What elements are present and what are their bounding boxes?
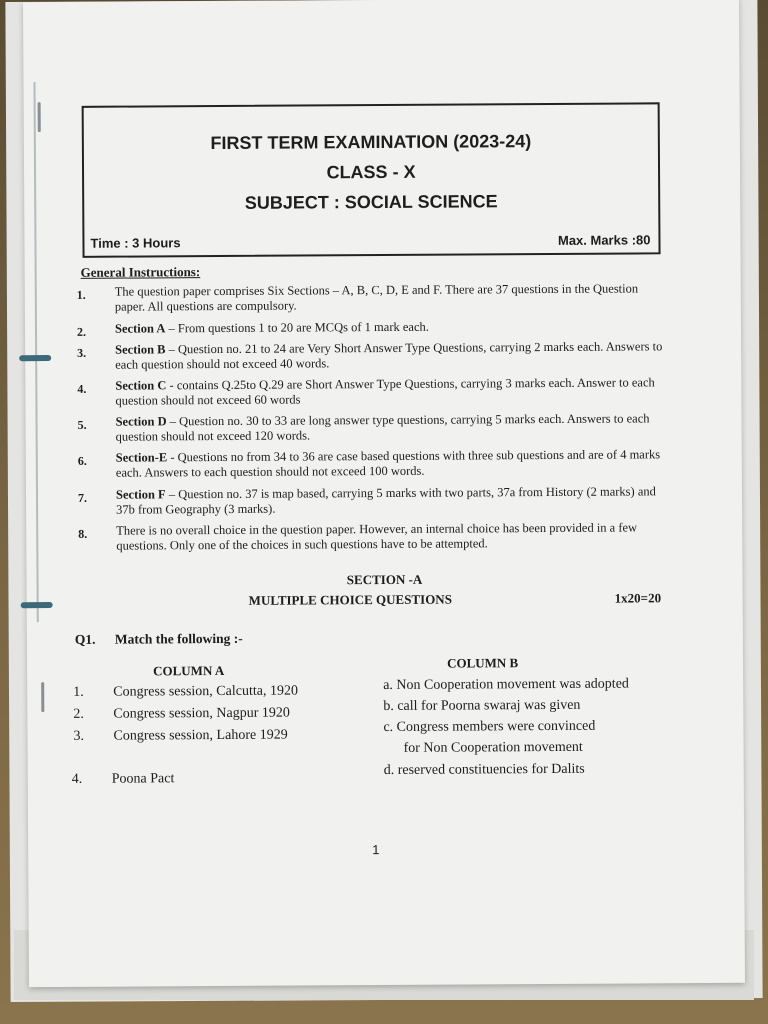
instruction-text: - Questions no from 34 to 36 are case based questions with three sub questions and are of 4 marks each. Answers to each question should not exceed 100 words. [115, 447, 661, 480]
instruction-number: 8. [78, 526, 88, 541]
section-subtitle: MULTIPLE CHOICE QUESTIONS [248, 591, 452, 608]
instruction-number: 3. [77, 345, 87, 360]
column-b-item: a. Non Cooperation movement was adopted [383, 676, 629, 694]
class-label: CLASS - X [326, 161, 416, 183]
column-a-item-text: Congress session, Nagpur 1920 [113, 705, 290, 722]
time-label: Time : 3 Hours [90, 235, 181, 251]
exam-header-box [82, 102, 661, 258]
instruction-item [77, 339, 667, 373]
binder-ring-icon [21, 602, 53, 608]
column-a-item-number: 2. [73, 706, 84, 722]
column-b-item-continuation: for Non Cooperation movement [403, 739, 583, 756]
column-a-header: COLUMN A [153, 662, 225, 679]
column-b-item: d. reserved constituencies for Dalits [383, 761, 585, 779]
instruction-text: - contains Q.25to Q.29 are Short Answer Type Questions, carrying 3 marks each. Answer to each question should not exceed 60 words [115, 375, 655, 408]
instruction-section-label: Section C [115, 378, 167, 393]
instruction-text: – Question no. 21 to 24 are Very Short Answer Type Questions, carrying 2 marks each. Answers to each question should not exceed 40 words. [115, 339, 663, 372]
margin-mark [41, 682, 44, 712]
instructions-title: General Instructions: [80, 264, 201, 280]
column-a-item-number: 3. [73, 728, 85, 744]
exam-paper-page [23, 0, 745, 987]
instruction-number: 2. [76, 324, 87, 339]
section-marks: 1x20=20 [614, 590, 662, 606]
instruction-number: 7. [77, 490, 88, 505]
binder-ring-icon [19, 355, 51, 361]
margin-mark [38, 102, 41, 132]
instruction-item [77, 375, 667, 409]
instruction-text: The question paper comprises Six Sections – A, B, C, D, E and F. There are 37 questions in the Question paper. All questions are compulsory. [114, 281, 639, 314]
instruction-section-label: Section D [115, 414, 167, 429]
column-a-item-text: Congress session, Calcutta, 1920 [113, 683, 298, 700]
instruction-item [78, 520, 668, 554]
instruction-item [77, 318, 667, 337]
question-number: Q1. [74, 631, 96, 647]
instruction-number: 1. [76, 287, 86, 302]
binding-edge [33, 82, 38, 622]
column-a-item-text: Poona Pact [111, 771, 175, 787]
column-a-item-text: Congress session, Lahore 1929 [113, 727, 288, 744]
instruction-number: 5. [77, 417, 87, 432]
instruction-text: – Question no. 30 to 33 are long answer type questions, carrying 5 marks each. Answers to each question should not exceed 120 words. [115, 411, 650, 444]
column-b-header: COLUMN B [446, 655, 519, 671]
column-b-item: c. Congress members were convinced [383, 718, 596, 736]
instruction-section-label: Section A [114, 321, 166, 336]
instruction-section-label: Section B [115, 342, 166, 357]
max-marks-label: Max. Marks :80 [557, 232, 651, 248]
instruction-item [78, 447, 668, 481]
question-text: Match the following :- [114, 630, 243, 647]
instruction-item [78, 484, 668, 518]
instruction-item [78, 411, 668, 445]
subject-label: SUBJECT : SOCIAL SCIENCE [244, 191, 498, 213]
instruction-section-label: Section-E [115, 450, 168, 465]
page-number: 1 [372, 842, 380, 858]
instruction-number: 6. [77, 453, 87, 468]
instruction-item [77, 281, 667, 315]
instruction-section-label: Section F [115, 487, 166, 502]
column-a-item-number: 4. [71, 771, 83, 787]
column-a-item-number: 1. [73, 684, 84, 700]
instruction-text: – From questions 1 to 20 are MCQs of 1 mark each. [165, 319, 429, 336]
column-b-item: b. call for Poorna swaraj was given [383, 697, 581, 715]
instruction-text: – Question no. 37 is map based, carrying 5 marks with two parts, 37a from History (2 marks) and 37b from Geography (3 marks). [116, 484, 656, 517]
instruction-text: There is no overall choice in the question paper. However, an internal choice has been provided in a few questions. Only one of the choices in such questions have to be attempted. [116, 520, 638, 553]
instruction-number: 4. [77, 381, 87, 396]
section-title: SECTION -A [346, 571, 423, 588]
exam-title: FIRST TERM EXAMINATION (2023-24) [210, 131, 532, 154]
